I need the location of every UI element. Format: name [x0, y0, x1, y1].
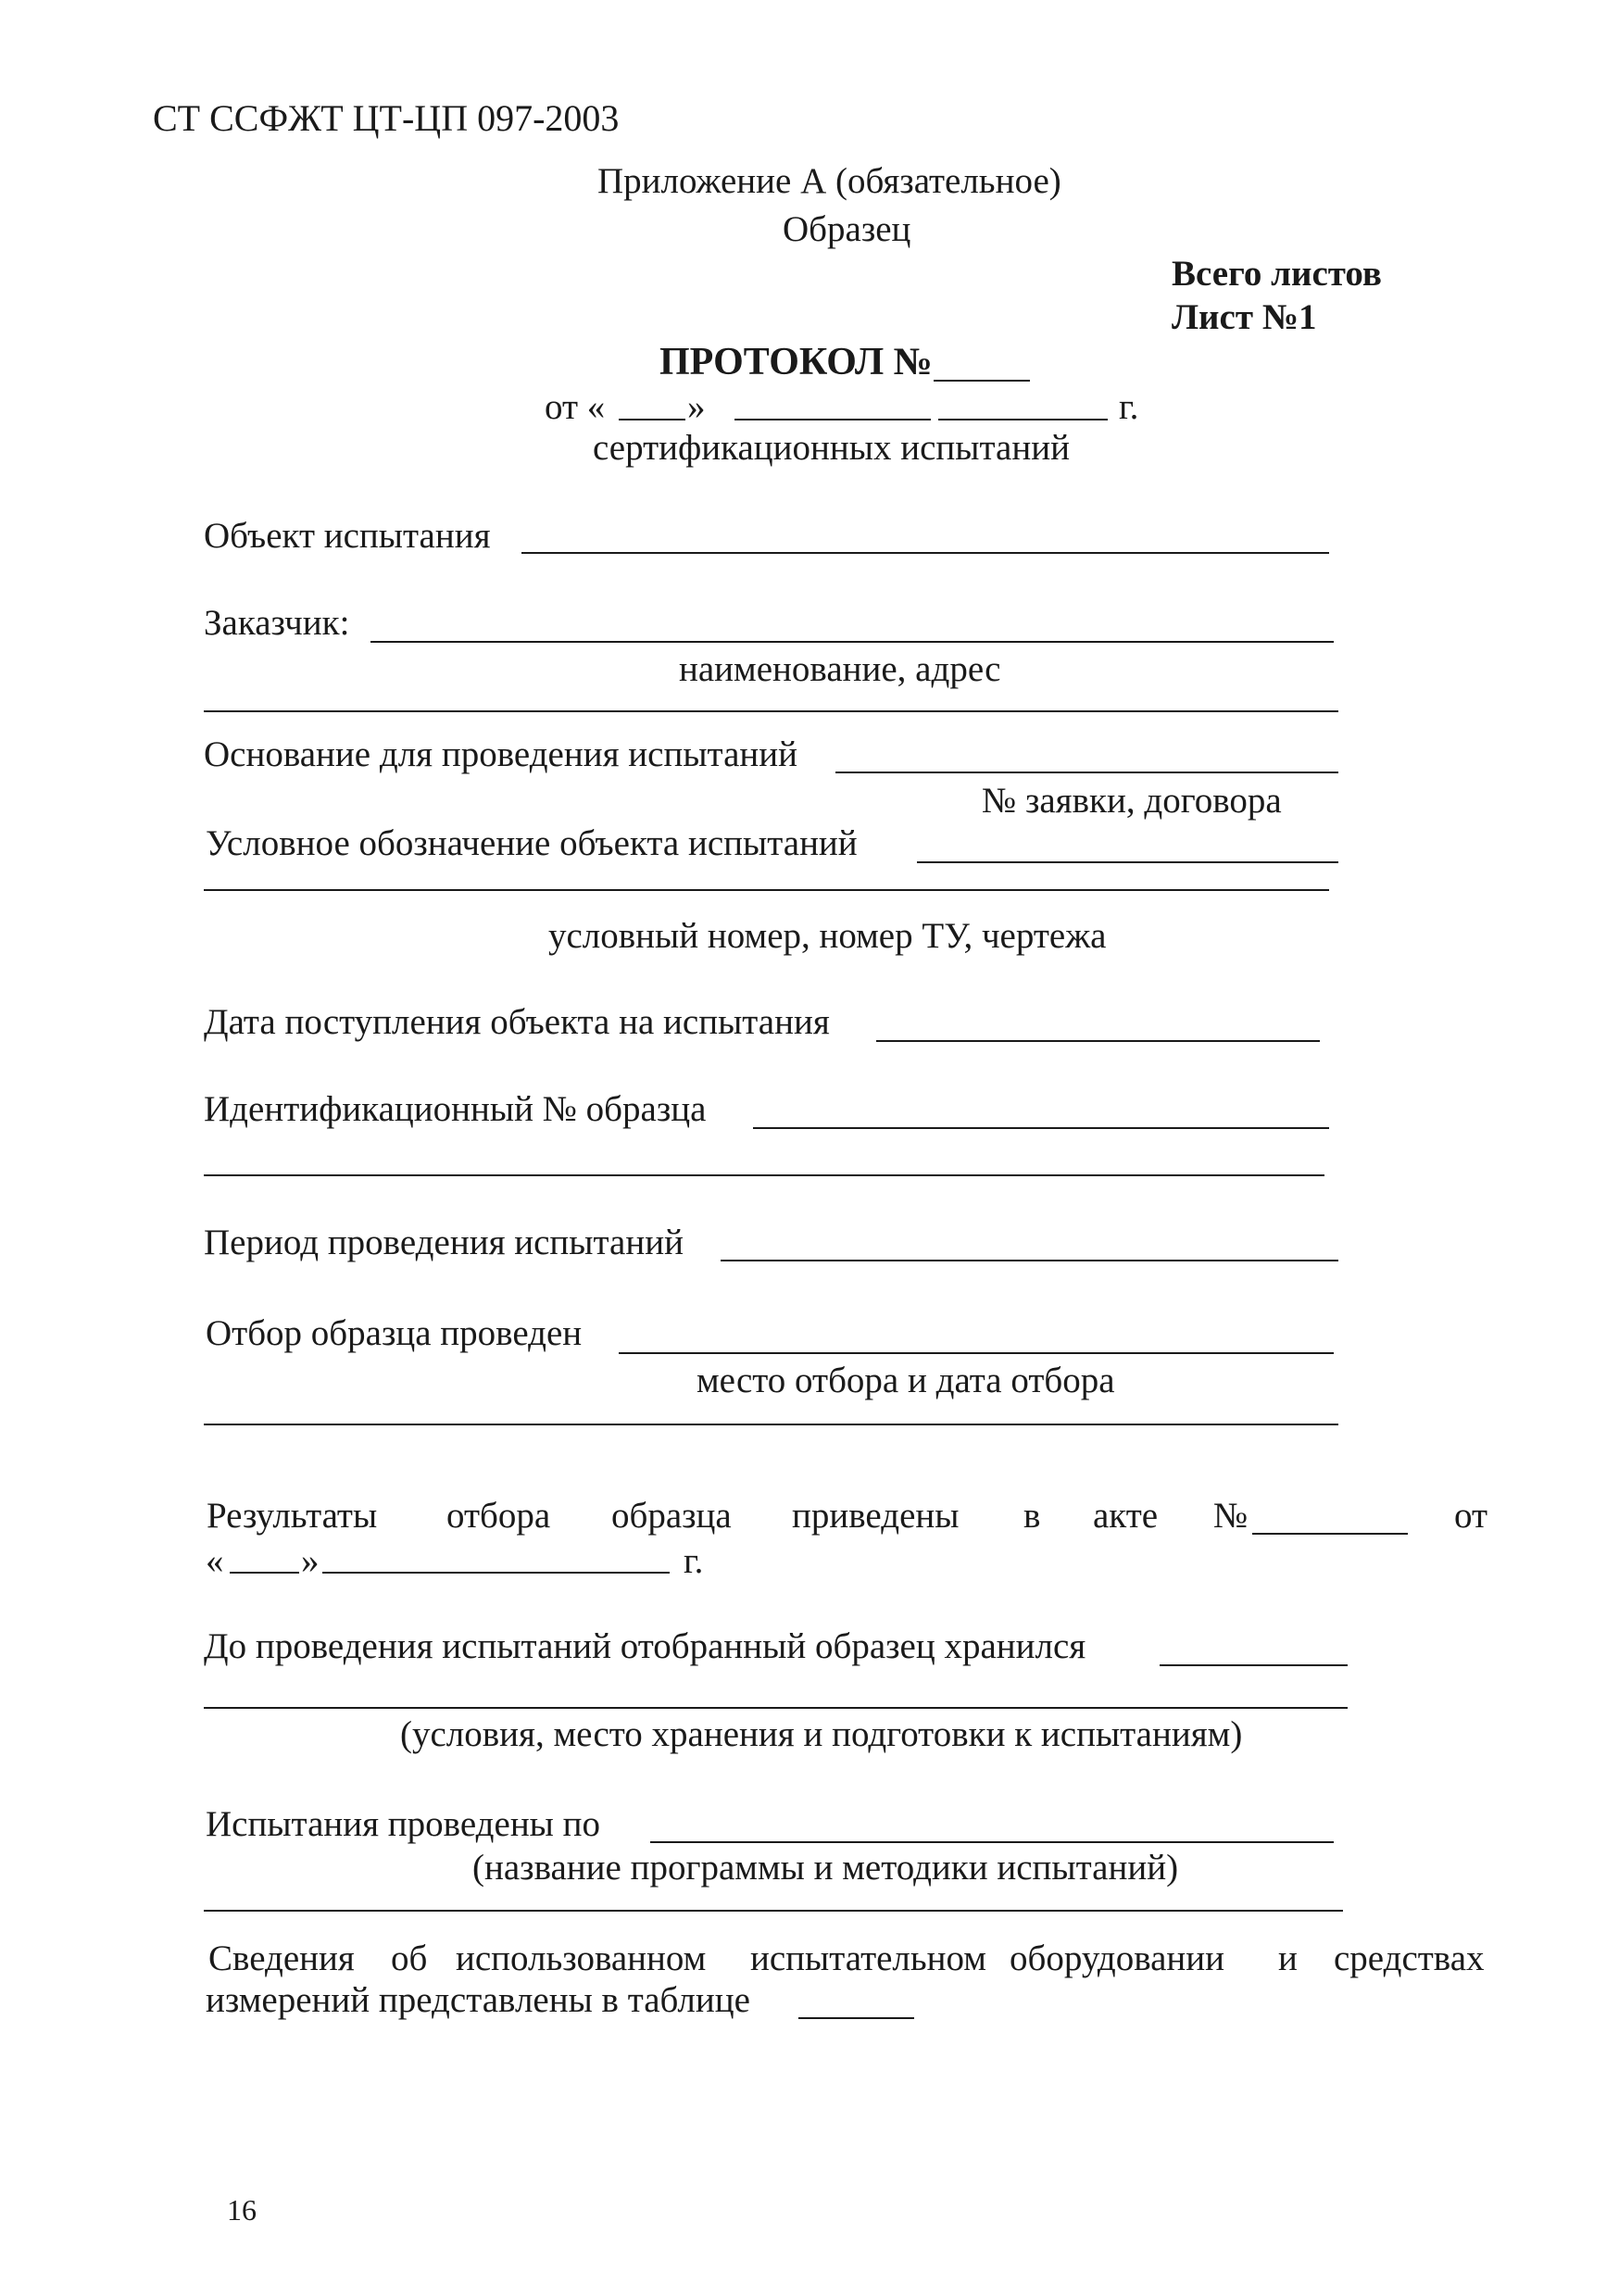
- sampling-label: Отбор образца проведен: [206, 1313, 583, 1353]
- equipment-word: средствах: [1334, 1938, 1485, 1978]
- storage-input-line-2[interactable]: [204, 1707, 1348, 1709]
- customer-input-line-2[interactable]: [204, 710, 1338, 712]
- test-period-input[interactable]: [721, 1260, 1338, 1261]
- test-object-input[interactable]: [521, 552, 1329, 554]
- protocol-day-blank[interactable]: [619, 419, 685, 420]
- equipment-line-2: измерений представлены в таблице: [206, 1980, 750, 2020]
- sample-id-input[interactable]: [753, 1127, 1329, 1129]
- sampling-results-word: от: [1454, 1496, 1488, 1536]
- sample-label: Образец: [783, 209, 911, 249]
- appendix-title: Приложение А (обязательное): [597, 161, 1061, 201]
- standard-code: СТ ССФЖТ ЦТ-ЦП 097-2003: [153, 97, 620, 139]
- tests-by-hint: (название программы и методики испытаний): [472, 1848, 1179, 1888]
- tests-by-input-line-2[interactable]: [204, 1910, 1343, 1912]
- sampling-results-word: отбора: [446, 1496, 551, 1536]
- total-sheets-label: Всего листов: [1172, 254, 1382, 294]
- tests-by-label: Испытания проведены по: [206, 1804, 601, 1844]
- protocol-subtitle: сертификационных испытаний: [593, 428, 1070, 468]
- test-period-label: Период проведения испытаний: [204, 1223, 684, 1262]
- sample-id-input-line-2[interactable]: [204, 1174, 1324, 1176]
- equipment-word: и: [1278, 1938, 1298, 1978]
- storage-label: До проведения испытаний отобранный образец хранился: [204, 1626, 1086, 1666]
- sampling-results-word: акте: [1093, 1496, 1159, 1536]
- customer-hint: наименование, адрес: [679, 649, 1001, 689]
- protocol-year-suffix: г.: [1119, 387, 1139, 427]
- customer-input[interactable]: [370, 641, 1334, 643]
- sampling-hint: место отбора и дата отбора: [697, 1361, 1115, 1400]
- sampling-act-day-input[interactable]: [230, 1572, 299, 1574]
- designation-input[interactable]: [917, 861, 1338, 863]
- basis-input[interactable]: [835, 772, 1338, 773]
- sampling-results-word: №: [1213, 1496, 1249, 1536]
- sampling-results-open-quote: «: [206, 1541, 224, 1581]
- equipment-word: испытательном: [750, 1938, 986, 1978]
- basis-label: Основание для проведения испытаний: [204, 734, 797, 774]
- sampling-results-word: в: [1023, 1496, 1041, 1536]
- equipment-word: об: [391, 1938, 428, 1978]
- storage-input[interactable]: [1160, 1664, 1348, 1666]
- equipment-word: использованном: [456, 1938, 707, 1978]
- sampling-input[interactable]: [619, 1352, 1334, 1354]
- sampling-results-close-quote: »: [301, 1541, 320, 1581]
- designation-label: Условное обозначение объекта испытаний: [206, 823, 858, 863]
- sampling-results-year: г.: [684, 1541, 704, 1581]
- sampling-act-month-year-input[interactable]: [322, 1572, 670, 1574]
- receipt-date-label: Дата поступления объекта на испытания: [204, 1002, 830, 1042]
- customer-label: Заказчик:: [204, 603, 350, 643]
- sampling-input-line-2[interactable]: [204, 1424, 1338, 1425]
- storage-hint: (условия, место хранения и подготовки к испытаниям): [400, 1714, 1243, 1754]
- page-number: 16: [227, 2193, 257, 2227]
- protocol-date-prefix: от «: [545, 387, 606, 427]
- protocol-month-blank[interactable]: [734, 419, 931, 420]
- designation-hint: условный номер, номер ТУ, чертежа: [548, 916, 1107, 956]
- sampling-results-word: Результаты: [207, 1496, 378, 1536]
- sampling-results-word: приведены: [792, 1496, 960, 1536]
- protocol-number-blank[interactable]: [934, 380, 1030, 382]
- designation-input-line-2[interactable]: [204, 889, 1329, 891]
- test-object-label: Объект испытания: [204, 516, 491, 556]
- equipment-word: оборудовании: [1010, 1938, 1225, 1978]
- sample-id-label: Идентификационный № образца: [204, 1089, 707, 1129]
- basis-hint: № заявки, договора: [982, 781, 1282, 821]
- protocol-title: ПРОТОКОЛ №: [659, 341, 933, 383]
- protocol-date-close-quote: »: [687, 387, 706, 427]
- sheet-number-label: Лист №1: [1172, 297, 1317, 337]
- equipment-table-number-input[interactable]: [798, 2017, 914, 2019]
- tests-by-input[interactable]: [650, 1841, 1334, 1843]
- receipt-date-input[interactable]: [876, 1040, 1320, 1042]
- sampling-act-number-input[interactable]: [1252, 1533, 1408, 1535]
- sampling-results-word: образца: [611, 1496, 732, 1536]
- equipment-word: Сведения: [208, 1938, 355, 1978]
- protocol-year-blank[interactable]: [938, 419, 1108, 420]
